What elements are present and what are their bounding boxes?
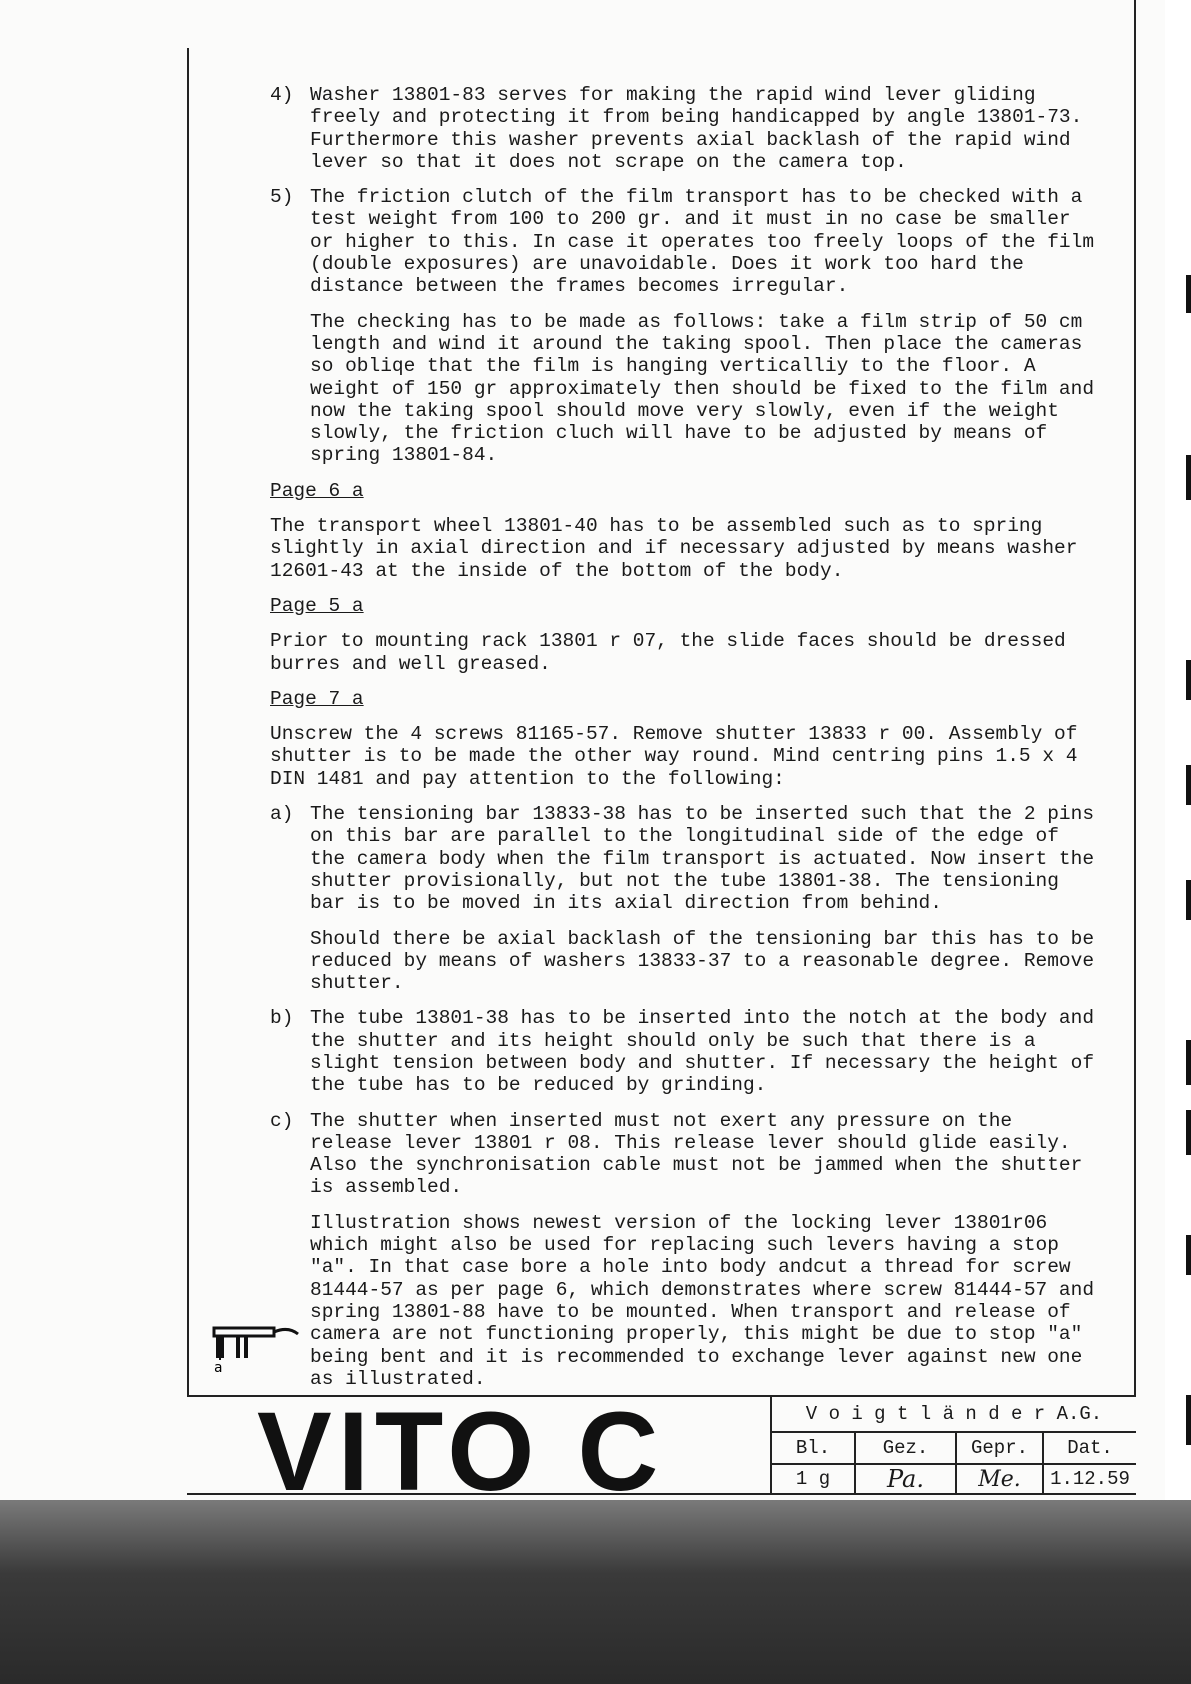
paragraph-text: The friction clutch of the film transport has to be checked with a test weight from 100 to 200 gr. and it must in no case be smaller or higher to this. In case it operates too freely loops of the film (double exposures) are unavoidable. Does it work too hard the distance between the frames becomes irregular.: [310, 186, 1095, 298]
paragraph-number: a): [270, 803, 294, 826]
product-title: VITO C: [257, 1389, 665, 1514]
indented-paragraph: Should there be axial backlash of the tensioning bar this has to be reduced by means of washers 13833-37 to a reasonable degree. Remove shutter.: [310, 927, 1095, 995]
edge-mark: [1186, 1040, 1191, 1085]
paragraph-text: The tube 13801-38 has to be inserted into the notch at the body and the shutter and its height should only be such that there is a slight tension between body and shutter. If necessary the height of the tube has to be reduced by grinding.: [310, 1007, 1095, 1097]
edge-mark: [1186, 765, 1191, 805]
numbered-paragraph: [270, 1110, 1100, 1199]
edge-mark: [1186, 1110, 1191, 1155]
edge-mark: [1186, 660, 1191, 700]
frame-right-border: [1134, 0, 1136, 1395]
scanner-shadow: [0, 1500, 1191, 1684]
paragraph: Unscrew the 4 screws 81165-57. Remove shutter 13833 r 00. Assembly of shutter is to be made the other way round. Mind centring pins 1.5 x 4 DIN 1481 and pay attention to the following:: [270, 723, 1078, 790]
edge-mark: [1186, 275, 1191, 313]
frame-left-border: [187, 48, 189, 1395]
title-block: [187, 1389, 1136, 1514]
edge-mark: [1186, 880, 1191, 920]
indented-paragraph: Illustration shows newest version of the locking lever 13801r06 which might also be used for replacing such levers having a stop "a". In that case bore a hole into body andcut a thread for screw 81444-57 as per page 6, which demonstrates where screw 81444-57 and spring 13801-88 have to be mounted. When transport and release of camera are not functioning properly, this might be due to stop "a" being bent and it is recommended to exchange lever against new one as illustrated.: [310, 1211, 1095, 1390]
paragraph-text: The shutter when inserted must not exert any pressure on the release lever 13801 r 08. This release lever should glide easily. Also the synchronisation cable must not be jammed when the shutter is assembled.: [310, 1109, 1083, 1199]
date-header: Dat.: [1067, 1437, 1113, 1459]
stop-a-label: a: [214, 1360, 223, 1372]
paragraph-number: b): [270, 1007, 294, 1030]
indented-paragraph: The checking has to be made as follows: take a film strip of 50 cm length and wind it around the taking spool. Then place the cameras so obliqe that the film is hanging verticalliy to the floor. A weight of 150 gr approximately then should be fixed to the film and now the taking spool should move very slowly, even if the weight slowly, the friction cluch will have to be adjusted by means of spring 13801-84.: [310, 310, 1095, 467]
section-heading: Page 7 a: [270, 687, 364, 710]
sheet-header: Bl.: [795, 1437, 831, 1459]
paragraph-number: 4): [270, 84, 294, 106]
section-heading: Page 5 a: [270, 594, 364, 617]
paragraph-number: c): [270, 1109, 294, 1132]
date-value: 1.12.59: [1050, 1468, 1130, 1490]
edge-mark: [1186, 455, 1191, 500]
numbered-paragraph: [270, 186, 1100, 297]
numbered-paragraph: [270, 803, 1100, 914]
locking-lever-illustration: [208, 1318, 302, 1372]
numbered-paragraph: [270, 1007, 1100, 1096]
drawn-by-header: Gez.: [882, 1437, 929, 1459]
section-heading: Page 6 a: [270, 479, 364, 502]
edge-mark: [1186, 1235, 1191, 1275]
paragraph-text: Washer 13801-83 serves for making the rapid wind lever gliding freely and protecting it from being handicapped by angle 13801-73. Furthermore this washer prevents axial backlash of the rapid wind lever so that it does not scrape on the camera top.: [310, 84, 1083, 173]
drawn-by-signature: Pa.: [886, 1465, 924, 1493]
paragraph: Prior to mounting rack 13801 r 07, the slide faces should be dressed burres and well greased.: [270, 630, 1066, 675]
paragraph-text: The tensioning bar 13833-38 has to be inserted such that the 2 pins on this bar are parallel to the longitudinal side of the edge of the camera body when the film transport is actuated. Now insert the shutter provisionally, but not the tube 13801-38. The tensioning bar is to be moved in its axial direction from behind.: [310, 803, 1095, 915]
checked-by-header: Gepr.: [970, 1437, 1028, 1459]
company-name: V o i g t l ä n d e r A.G.: [805, 1403, 1103, 1425]
sheet-value: 1 g: [795, 1468, 831, 1490]
paragraph: The transport wheel 13801-40 has to be assembled such as to spring slightly in axial direction and if necessary adjusted by means washer 12601-43 at the inside of the bottom of the body.: [270, 515, 1078, 582]
paragraph-number: 5): [270, 186, 294, 209]
edge-mark: [1186, 1395, 1191, 1445]
checked-by-signature: Me.: [978, 1466, 1021, 1492]
document-body: [270, 84, 1100, 1403]
numbered-paragraph: [270, 84, 1100, 173]
